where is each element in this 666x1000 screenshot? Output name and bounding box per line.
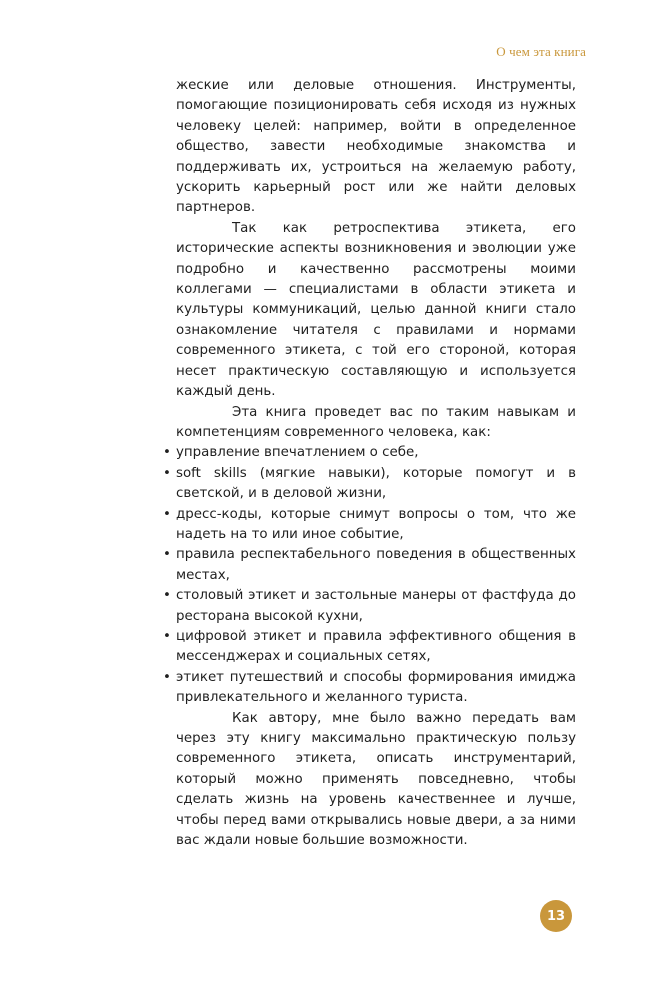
competency-list [163,443,576,708]
list-item-text: этикет путешествий и способы формирования имиджа привлекательного и желанного туриста. [176,669,576,706]
paragraph-1: жеские или деловые отношения. Инструменты, помогающие позиционировать себя исходя из нужных человеку целей: например, войти в определенное общество, завести необходимые знакомства и поддерживать их, устроиться на желаемую работу, ускорить карьерный рост или же найти деловых партнеров. [176,78,576,216]
bullet-icon: • [163,547,171,563]
bullet-icon: • [163,465,171,481]
bullet-icon: • [163,588,171,604]
bullet-icon: • [163,628,171,644]
paragraph-2: Так как ретроспектива этикета, его исторические аспекты возникновения и эволюции уже подробно и качественно рассмотрены моими коллегами — специалистами в области этикета и культуры коммуникаций, целью данной книги стало ознакомление читателя с правилами и нормами современного этикета, с той его стороной, которая несет практическую составляющую и используется каждый день. [176,220,576,400]
list-item [163,545,576,586]
page-number-badge: 13 [540,900,572,932]
list-item [163,627,576,668]
list-item-text: soft skills (мягкие навыки), которые помогут и в светской, и в деловой жизни, [176,465,576,502]
running-header: О чем эта книга [496,44,586,59]
list-item-text: цифровой этикет и правила эффективного общения в мессенджерах и социальных сетях, [176,628,576,665]
bullet-icon: • [163,445,171,461]
list-item-text: дресс-коды, которые снимут вопросы о том, что же надеть на то или иное событие, [176,506,576,542]
list-item-text: управление впечатлением о себе, [176,445,419,461]
paragraph-3: Эта книга проведет вас по таким навыкам и компетенциям современного человека, как: [176,404,576,440]
list-item [163,443,576,463]
bullet-icon: • [163,669,171,685]
paragraph-4: Как автору, мне было важно передать вам через эту книгу максимально практическую пользу современного этикета, описать инструментарий, который можно применять повседневно, чтобы сделать жизнь на уровень качественнее и лучше, чтобы перед вами открывались новые двери, а за ними вас ждали новые большие возможности. [176,710,576,849]
bullet-icon: • [163,506,171,522]
list-item [163,668,576,709]
list-item [163,586,576,627]
list-item-text: столовый этикет и застольные манеры от фастфуда до ресторана высокой кухни, [176,588,576,624]
list-item [163,505,576,546]
list-item-text: правила респектабельного поведения в общественных местах, [176,547,576,583]
body-text [163,76,576,851]
list-item [163,464,576,505]
